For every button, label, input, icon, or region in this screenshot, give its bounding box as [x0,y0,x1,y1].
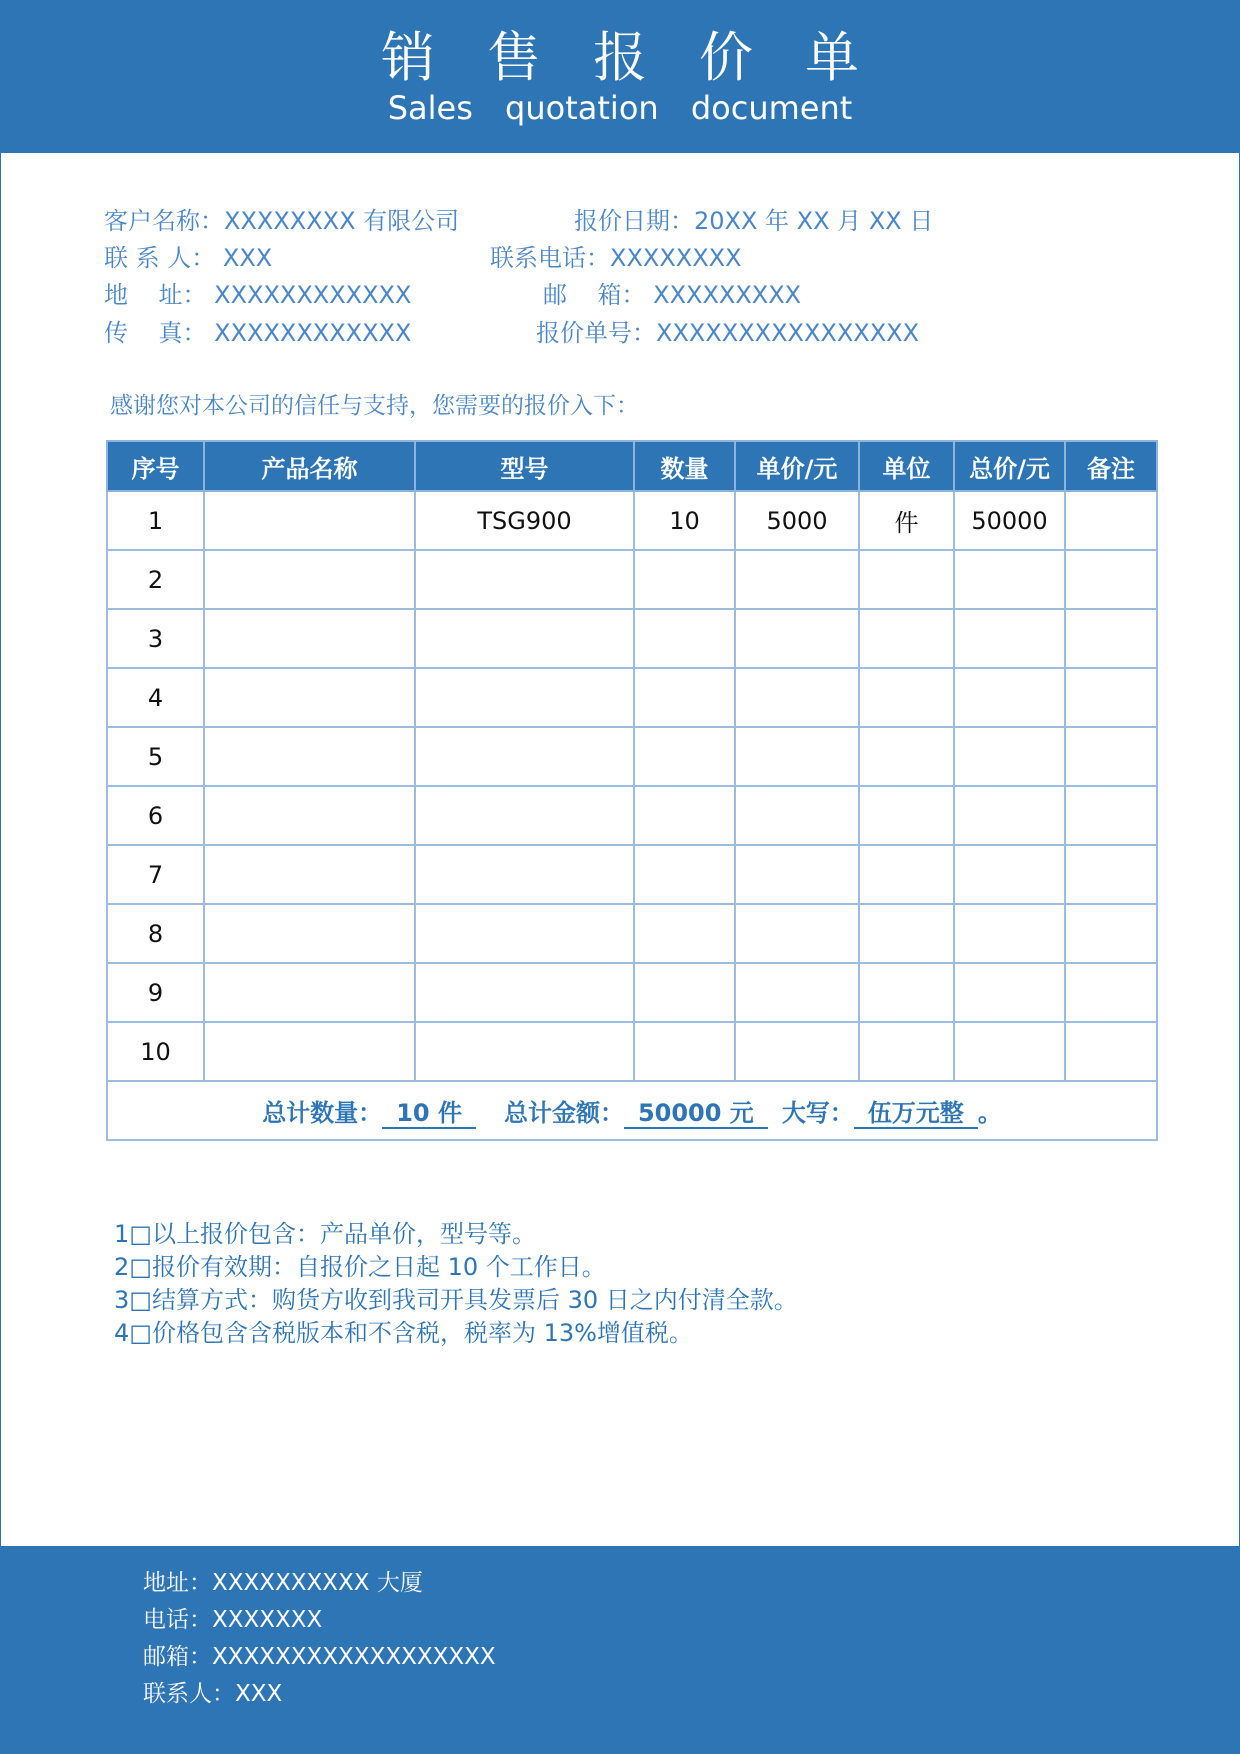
cell-remarks [1065,491,1157,550]
amount-in-words-value: 伍万元整 [854,1099,978,1129]
cell-index: 2 [107,550,204,609]
cell-index: 6 [107,786,204,845]
cell-product-name [204,609,415,668]
cell-unit-price [735,609,859,668]
cell-total-price [954,727,1065,786]
cell-quantity [634,550,735,609]
contact-person: 联 系 人： XXX [104,244,273,272]
cell-unit-price [735,1022,859,1081]
cell-product-name [204,963,415,1022]
quote-date: 报价日期：20XX 年 XX 月 XX 日 [574,207,934,235]
note-item: 1□以上报价包含：产品单价，型号等。 [114,1220,536,1248]
cell-unit [859,963,954,1022]
cell-quantity [634,609,735,668]
table-row [107,491,1157,550]
cell-product-name [204,668,415,727]
cell-model [415,845,634,904]
amount-in-words-label: 大写： [781,1098,854,1127]
cell-index: 10 [107,1022,204,1081]
cell-unit-price [735,786,859,845]
cell-product-name [204,1022,415,1081]
cell-quantity [634,786,735,845]
cell-index: 5 [107,727,204,786]
cell-unit [859,904,954,963]
cell-remarks [1065,845,1157,904]
cell-index: 3 [107,609,204,668]
cell-unit-price [735,727,859,786]
cell-model [415,963,634,1022]
cell-model [415,727,634,786]
cell-model [415,609,634,668]
table-row [107,963,1157,1022]
cell-unit-price [735,550,859,609]
cell-product-name [204,904,415,963]
cell-model [415,1022,634,1081]
cell-unit [859,845,954,904]
document-title: 销售报价单 [381,26,911,89]
footer-address: 地址：XXXXXXXXXX 大厦 [143,1570,423,1596]
cell-product-name [204,845,415,904]
cell-unit-price [735,904,859,963]
total-quantity-label: 总计数量： [262,1098,383,1127]
total-amount-label: 总计金额： [503,1098,624,1127]
document-subtitle: Sales quotation document [387,89,853,127]
header-remarks: 备注 [1065,441,1157,491]
cell-unit [859,727,954,786]
cell-remarks [1065,609,1157,668]
totals-cell [107,1081,1157,1140]
quote-number: 报价单号：XXXXXXXXXXXXXXXX [536,319,920,347]
cell-total-price [954,963,1065,1022]
footer-phone: 电话：XXXXXXX [143,1607,323,1633]
cell-unit-price [735,845,859,904]
footer-email: 邮箱：XXXXXXXXXXXXXXXXXX [143,1644,496,1670]
cell-total-price [954,904,1065,963]
customer-name: 客户名称：XXXXXXXX 有限公司 [104,207,460,235]
cell-quantity [634,668,735,727]
cell-remarks [1065,963,1157,1022]
cell-quantity [634,1022,735,1081]
table-row [107,609,1157,668]
totals-row [107,1081,1157,1140]
cell-unit [859,668,954,727]
table-row [107,786,1157,845]
cell-quantity [634,963,735,1022]
note-item: 4□价格包含含税版本和不含税，税率为 13%增值税。 [114,1319,693,1347]
header-model: 型号 [415,441,634,491]
quotation-table [106,440,1158,1141]
table-row [107,1022,1157,1081]
cell-unit-price: 5000 [735,491,859,550]
cell-index: 7 [107,845,204,904]
cell-index: 4 [107,668,204,727]
footer-contact: 联系人：XXX [143,1681,283,1707]
cell-unit [859,609,954,668]
cell-remarks [1065,904,1157,963]
table-row [107,727,1157,786]
contact-phone: 联系电话：XXXXXXXX [490,244,742,272]
cell-quantity [634,845,735,904]
table-row [107,845,1157,904]
cell-model [415,904,634,963]
address: 地 址： XXXXXXXXXXXX [104,281,412,309]
cell-total-price [954,668,1065,727]
fax: 传 真： XXXXXXXXXXXX [104,319,412,347]
cell-total-price [954,1022,1065,1081]
cell-index: 1 [107,491,204,550]
cell-model: TSG900 [415,491,634,550]
cell-model [415,668,634,727]
cell-product-name [204,786,415,845]
end-mark: 。 [977,1098,1002,1127]
cell-remarks [1065,786,1157,845]
intro-text: 感谢您对本公司的信任与支持，您需要的报价入下： [110,393,639,419]
header-unit: 单位 [859,441,954,491]
cell-remarks [1065,727,1157,786]
header-total-price: 总价/元 [954,441,1065,491]
cell-quantity: 10 [634,491,735,550]
email: 邮 箱： XXXXXXXXX [543,281,802,309]
cell-product-name [204,727,415,786]
note-item: 3□结算方式：购货方收到我司开具发票后 30 日之内付清全款。 [114,1286,798,1314]
cell-total-price [954,786,1065,845]
cell-unit [859,1022,954,1081]
header-quantity: 数量 [634,441,735,491]
cell-unit-price [735,668,859,727]
table-row [107,668,1157,727]
footer-band [0,1546,1240,1754]
cell-index: 9 [107,963,204,1022]
terms-notes [114,1218,798,1350]
table-row [107,550,1157,609]
cell-unit [859,550,954,609]
cell-unit: 件 [859,491,954,550]
cell-total-price: 50000 [954,491,1065,550]
total-quantity-value: 10 件 [382,1099,476,1129]
header-band [0,0,1240,153]
cell-product-name [204,491,415,550]
cell-product-name [204,550,415,609]
cell-remarks [1065,550,1157,609]
cell-total-price [954,845,1065,904]
note-item: 2□报价有效期：自报价之日起 10 个工作日。 [114,1253,606,1281]
cell-remarks [1065,1022,1157,1081]
table-header-row [107,441,1157,491]
cell-remarks [1065,668,1157,727]
header-index: 序号 [107,441,204,491]
cell-unit [859,786,954,845]
cell-model [415,786,634,845]
cell-unit-price [735,963,859,1022]
cell-quantity [634,904,735,963]
cell-total-price [954,550,1065,609]
header-product-name: 产品名称 [204,441,415,491]
cell-index: 8 [107,904,204,963]
table-row [107,904,1157,963]
header-unit-price: 单价/元 [735,441,859,491]
cell-total-price [954,609,1065,668]
cell-quantity [634,727,735,786]
total-amount-value: 50000 元 [624,1099,768,1129]
cell-model [415,550,634,609]
